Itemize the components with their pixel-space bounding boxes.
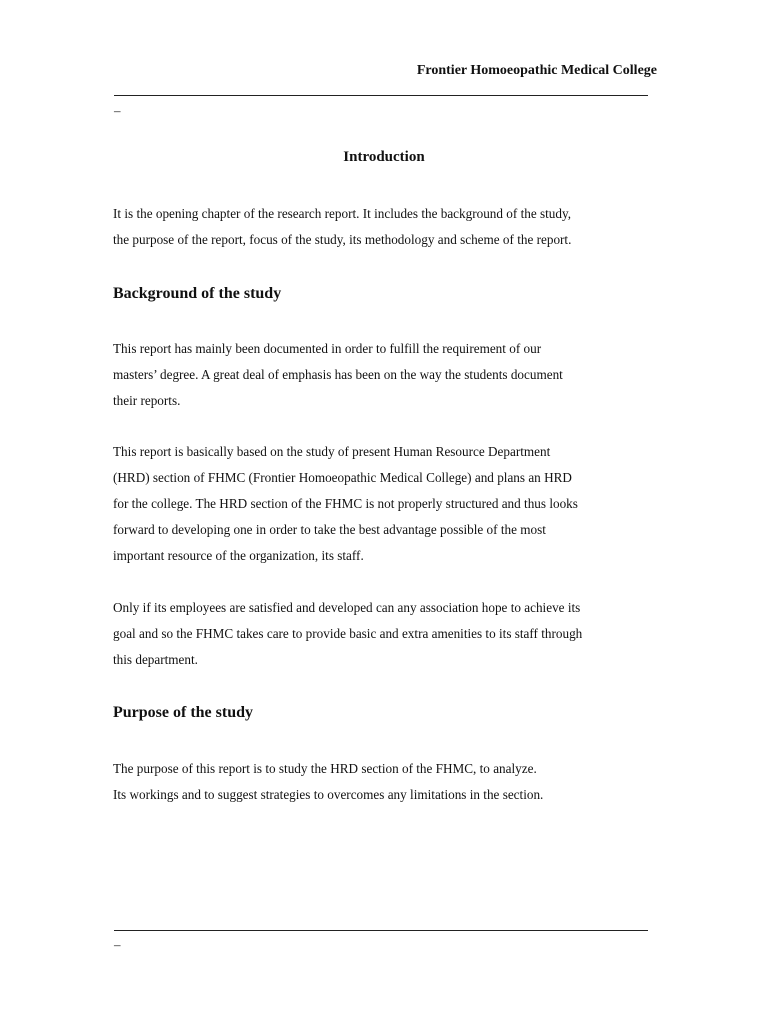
header-rule (114, 95, 648, 96)
footer-dash: – (114, 937, 121, 952)
purpose-heading: Purpose of the study (113, 704, 254, 721)
background-paragraph-2 (113, 439, 658, 569)
footer-rule (114, 930, 648, 931)
header-dash: – (114, 103, 121, 118)
text-line: forward to developing one in order to take the best advantage possible of the most (113, 522, 546, 537)
background-heading: Background of the study (113, 285, 282, 302)
text-line: The purpose of this report is to study the HRD section of the FHMC, to analyze. (113, 761, 537, 776)
text-line: This report is basically based on the study of present Human Resource Department (113, 444, 551, 459)
text-line: masters’ degree. A great deal of emphasis has been on the way the students document (113, 367, 563, 382)
introduction-paragraph (113, 201, 658, 253)
header-institution-name: Frontier Homoeopathic Medical College (416, 63, 657, 78)
text-line: Only if its employees are satisfied and developed can any association hope to achieve its (113, 600, 581, 615)
text-line: It is the opening chapter of the research report. It includes the background of the study, (113, 206, 571, 221)
text-line: for the college. The HRD section of the FHMC is not properly structured and thus looks (113, 496, 578, 511)
introduction-heading: Introduction (343, 149, 425, 165)
text-line: This report has mainly been documented in order to fulfill the requirement of our (113, 341, 542, 356)
text-line: goal and so the FHMC takes care to provide basic and extra amenities to its staff through (113, 626, 583, 641)
background-paragraph-1 (113, 336, 658, 414)
background-paragraph-3 (113, 595, 658, 673)
text-line: (HRD) section of FHMC (Frontier Homoeopathic Medical College) and plans an HRD (113, 470, 572, 485)
text-line: this department. (113, 652, 198, 667)
text-line: the purpose of the report, focus of the study, its methodology and scheme of the report. (113, 232, 572, 247)
text-line: Its workings and to suggest strategies to overcomes any limitations in the section. (113, 787, 544, 802)
purpose-paragraph (113, 756, 658, 808)
text-line: important resource of the organization, its staff. (113, 548, 364, 563)
text-line: their reports. (113, 393, 181, 408)
